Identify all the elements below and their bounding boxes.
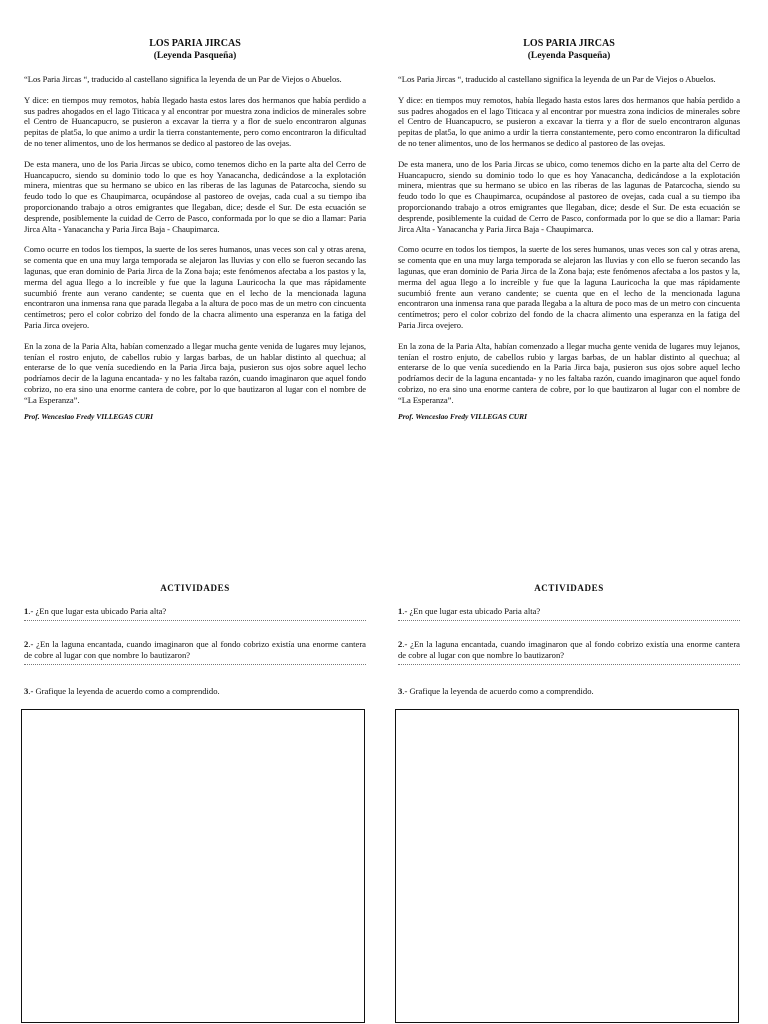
question-number: 2 bbox=[24, 639, 29, 649]
question-3: 3.- Grafique la leyenda de acuerdo como a comprendido. bbox=[398, 686, 594, 696]
question-text: ¿En que lugar esta ubicado Paria alta? bbox=[409, 606, 541, 616]
question-text: Grafique la leyenda de acuerdo como a comprendido. bbox=[409, 686, 594, 696]
legend-paragraph: Y dice: en tiempos muy remotos, había llegado hasta estos lares dos hermanos que había perdido a sus padres ahogados en el lago Titicaca y al encontrar por muestra zona indicios de minerales sobre el Centro de Huancapucro, se pusieron a excavar la tierra y a flor de suelo encontraron algunas pepitas de plat5a, lo que animo a urdir la tierra constantemente, pero como encontraron la dificultad de no tener alimentos, uno de los hermanos se dedico al pastoreo de las ovejas. bbox=[398, 94, 740, 148]
answer-line[interactable] bbox=[398, 620, 740, 621]
legend-paragraph: De esta manera, uno de los Paria Jircas se ubico, como tenemos dicho en la parte alta del Cerro de Huancapucro, siendo su dominio todo lo que es hoy Yanacancha, dedicándose a la explotación minera, mientras que su hermano se ubico en las riberas de las lagunas de Patarcocha, siendo su feudo todo lo que es Chaupimarca, ocupándose al pastoreo de ovejas, cada cual a su tiempo iba proporcionando trabajo a otros emigrantes que llegaban, dice; desde el Sur. De esta ecuación se desprende, posiblemente la cuidad de Cerro de Pasco, conformada por lo que se dio a llamar: Paria Jirca Alta - Yanacancha y Paria Jirca Baja - Chaupimarca. bbox=[24, 158, 366, 234]
legend-paragraph: Como ocurre en todos los tiempos, la suerte de los seres humanos, unas veces son cal y otras arena, se comenta que en una muy larga temporada se alejaron las lluvias y con ello se fueron secando las lagunas, que eran dominio de Paria Jirca de la Zona baja; este fenómenos afectaba a los pastos y la, merma del agua llego a lo increíble y fue que la laguna Lauricocha la que mas rápidamente sucumbió frente aun verano candente; se cuenta que en el lecho de la mencionada laguna encontraron una inmensa rana que parada llegaba a la altura de poco mas de un metro con cincuenta centímetros; pero el color cobrizo del fondo de la chacra alimento una esperanza en la fatiga del Paria Jirca ovejero. bbox=[398, 244, 740, 330]
question-text: ¿En que lugar esta ubicado Paria alta? bbox=[35, 606, 167, 616]
question-number: 1 bbox=[398, 606, 403, 616]
question-2: 2.- ¿En la laguna encantada, cuando imaginaron que al fondo cobrizo existía una enorme cantera de cobre al lugar con que nombre lo bautizaron? bbox=[398, 639, 740, 665]
question-number: 1 bbox=[24, 606, 29, 616]
activities-title: ACTIVIDADES bbox=[534, 583, 604, 593]
legend-paragraph: Y dice: en tiempos muy remotos, había llegado hasta estos lares dos hermanos que había perdido a sus padres ahogados en el lago Titicaca y al encontrar por muestra zona indicios de minerales sobre el Centro de Huancapucro, se pusieron a excavar la tierra y a flor de suelo encontraron algunas pepitas de plat5a, lo que animo a urdir la tierra constantemente, pero como encontraron la dificultad de no tener alimentos, uno de los hermanos se dedico al pastoreo de las ovejas. bbox=[24, 94, 366, 148]
question-number: 3 bbox=[24, 686, 29, 696]
question-number: 2 bbox=[398, 639, 403, 649]
question-2: 2.- ¿En la laguna encantada, cuando imaginaron que al fondo cobrizo existía una enorme cantera de cobre al lugar con que nombre lo bautizaron? bbox=[24, 639, 366, 665]
author-credit: Prof. Wenceslao Fredy VILLEGAS CURI bbox=[24, 411, 154, 421]
legend-title: LOS PARIA JIRCAS bbox=[523, 38, 615, 49]
question-3: 3.- Grafique la leyenda de acuerdo como a comprendido. bbox=[24, 686, 220, 696]
legend-paragraph: De esta manera, uno de los Paria Jircas se ubico, como tenemos dicho en la parte alta del Cerro de Huancapucro, siendo su dominio todo lo que es hoy Yanacancha, dedicándose a la explotación minera, mientras que su hermano se ubico en las riberas de las lagunas de Patarcocha, siendo su feudo todo lo que es Chaupimarca, ocupándose al pastoreo de ovejas, cada cual a su tiempo iba proporcionando trabajo a otros emigrantes que llegaban, dice; desde el Sur. De esta ecuación se desprende, posiblemente la cuidad de Cerro de Pasco, conformada por lo que se dio a llamar: Paria Jirca Alta - Yanacancha y Paria Jirca Baja - Chaupimarca. bbox=[398, 158, 740, 234]
answer-line[interactable] bbox=[24, 664, 366, 665]
author-credit: Prof. Wenceslao Fredy VILLEGAS CURI bbox=[398, 411, 528, 421]
drawing-box[interactable] bbox=[395, 709, 739, 1023]
legend-paragraph: “Los Paria Jircas “, traducido al castellano significa la leyenda de un Par de Viejos o Abuelos. bbox=[398, 74, 716, 84]
drawing-box[interactable] bbox=[21, 709, 365, 1023]
legend-subtitle: (Leyenda Pasqueña) bbox=[153, 51, 237, 61]
legend-paragraph: En la zona de la Paria Alta, habían comenzado a llegar mucha gente venida de lugares muy lejanos, tenían el rostro enjuto, de cabellos rubio y largas barbas, de un hablar distinto al quechua; al enterarse de lo que venía sucediendo en la Paria Jirca baja, pusieron sus ojos sobre aquel lecho podríamos decir de la laguna encantada- y no les faltaba razón, cuando imaginaron que aquel fondo cobrizo, no era sino una enorme cantera de cobre, por lo que bautizaron al lugar con el nombre de “La Esperanza”. bbox=[398, 340, 740, 405]
question-number: 3 bbox=[398, 686, 403, 696]
question-1: 1.- ¿En que lugar esta ubicado Paria alta? bbox=[24, 606, 366, 621]
answer-line[interactable] bbox=[398, 664, 740, 665]
handout-copy-left bbox=[24, 38, 366, 1024]
legend-title: LOS PARIA JIRCAS bbox=[149, 38, 241, 49]
question-1: 1.- ¿En que lugar esta ubicado Paria alta? bbox=[398, 606, 740, 621]
question-text: ¿En la laguna encantada, cuando imaginaron que al fondo cobrizo existía una enorme cantera de cobre al lugar con que nombre lo bautizaron? bbox=[24, 639, 366, 660]
answer-line[interactable] bbox=[24, 620, 366, 621]
legend-subtitle: (Leyenda Pasqueña) bbox=[527, 51, 611, 61]
handout-copy-right bbox=[398, 38, 740, 1024]
question-text: Grafique la leyenda de acuerdo como a comprendido. bbox=[35, 686, 220, 696]
question-text: ¿En la laguna encantada, cuando imaginaron que al fondo cobrizo existía una enorme cantera de cobre al lugar con que nombre lo bautizaron? bbox=[398, 639, 740, 660]
activities-title: ACTIVIDADES bbox=[160, 583, 230, 593]
legend-paragraph: Como ocurre en todos los tiempos, la suerte de los seres humanos, unas veces son cal y otras arena, se comenta que en una muy larga temporada se alejaron las lluvias y con ello se fueron secando las lagunas, que eran dominio de Paria Jirca de la Zona baja; este fenómenos afectaba a los pastos y la, merma del agua llego a lo increíble y fue que la laguna Lauricocha la que mas rápidamente sucumbió frente aun verano candente; se cuenta que en el lecho de la mencionada laguna encontraron una inmensa rana que parada llegaba a la altura de poco mas de un metro con cincuenta centímetros; pero el color cobrizo del fondo de la chacra alimento una esperanza en la fatiga del Paria Jirca ovejero. bbox=[24, 244, 366, 330]
legend-paragraph: En la zona de la Paria Alta, habían comenzado a llegar mucha gente venida de lugares muy lejanos, tenían el rostro enjuto, de cabellos rubio y largas barbas, de un hablar distinto al quechua; al enterarse de lo que venía sucediendo en la Paria Jirca baja, pusieron sus ojos sobre aquel lecho podríamos decir de la laguna encantada- y no les faltaba razón, cuando imaginaron que aquel fondo cobrizo, no era sino una enorme cantera de cobre, por lo que bautizaron al lugar con el nombre de “La Esperanza”. bbox=[24, 340, 366, 405]
legend-paragraph: “Los Paria Jircas “, traducido al castellano significa la leyenda de un Par de Viejos o Abuelos. bbox=[24, 74, 342, 84]
